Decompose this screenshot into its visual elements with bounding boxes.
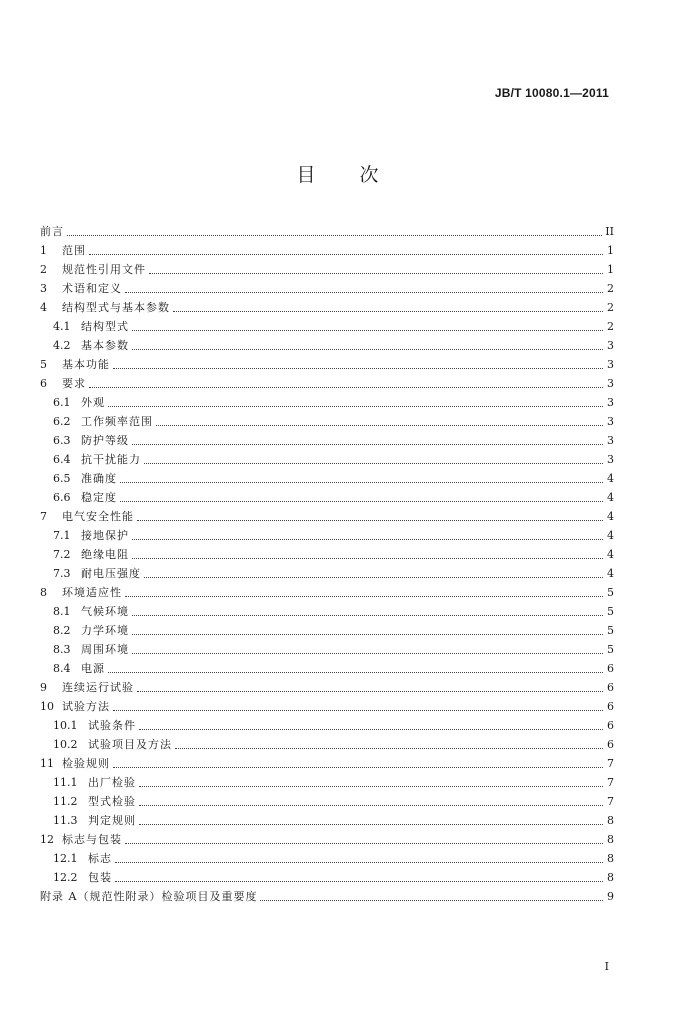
toc-entry-title: 工作频率范围 bbox=[81, 415, 153, 428]
toc-entry-page: 3 bbox=[607, 396, 614, 409]
toc-entry-number: 6 bbox=[40, 377, 47, 390]
dot-leader bbox=[132, 615, 603, 616]
toc-entry-title: 结构型式 bbox=[81, 320, 129, 333]
toc-entry[interactable] bbox=[40, 296, 614, 315]
toc-entry-number: 5 bbox=[40, 358, 47, 371]
toc-entry-title: 试验条件 bbox=[88, 719, 136, 732]
toc-entry-title: 连续运行试验 bbox=[62, 681, 134, 694]
dot-leader bbox=[113, 710, 603, 711]
toc-entry-page: 6 bbox=[607, 700, 614, 713]
toc-entry-title: 基本参数 bbox=[81, 339, 129, 352]
toc-entry-number: 4.2 bbox=[53, 339, 71, 352]
toc-entry-title: 力学环境 bbox=[81, 624, 129, 637]
toc-entry-title: 气候环境 bbox=[81, 605, 129, 618]
toc-entry[interactable] bbox=[40, 524, 614, 543]
dot-leader bbox=[132, 444, 603, 445]
toc-entry[interactable] bbox=[40, 847, 614, 866]
toc-entry-page: 4 bbox=[607, 529, 614, 542]
dot-leader bbox=[113, 368, 603, 369]
toc-entry-title: 接地保护 bbox=[81, 529, 129, 542]
toc-entry-number: 7.1 bbox=[53, 529, 71, 542]
toc-entry-page: 8 bbox=[607, 852, 614, 865]
dot-leader bbox=[125, 843, 603, 844]
toc-entry[interactable] bbox=[40, 600, 614, 619]
dot-leader bbox=[132, 634, 603, 635]
dot-leader bbox=[139, 805, 603, 806]
dot-leader bbox=[132, 558, 603, 559]
toc-entry[interactable] bbox=[40, 353, 614, 372]
dot-leader bbox=[120, 501, 603, 502]
toc-entry-title: 试验项目及方法 bbox=[88, 738, 172, 751]
dot-leader bbox=[113, 767, 603, 768]
toc-entry[interactable] bbox=[40, 277, 614, 296]
dot-leader bbox=[156, 425, 603, 426]
toc-entry-title: 范围 bbox=[62, 244, 86, 257]
toc-entry-page: 8 bbox=[607, 814, 614, 827]
toc-entry[interactable] bbox=[40, 391, 614, 410]
toc-entry[interactable] bbox=[40, 752, 614, 771]
toc-entry-title: 试验方法 bbox=[62, 700, 110, 713]
toc-entry-title: 结构型式与基本参数 bbox=[62, 301, 170, 314]
toc-entry-page: 8 bbox=[607, 833, 614, 846]
dot-leader bbox=[108, 406, 603, 407]
dot-leader bbox=[175, 748, 603, 749]
dot-leader bbox=[132, 349, 603, 350]
toc-entry[interactable] bbox=[40, 638, 614, 657]
toc-entry[interactable] bbox=[40, 467, 614, 486]
dot-leader bbox=[139, 729, 603, 730]
toc-entry-page: 4 bbox=[607, 567, 614, 580]
dot-leader bbox=[144, 577, 603, 578]
toc-entry[interactable] bbox=[40, 220, 614, 239]
dot-leader bbox=[149, 273, 603, 274]
toc-entry[interactable] bbox=[40, 657, 614, 676]
toc-entry-title: 要求 bbox=[62, 377, 86, 390]
toc-entry-page: 3 bbox=[607, 358, 614, 371]
toc-entry[interactable] bbox=[40, 619, 614, 638]
toc-entry[interactable] bbox=[40, 334, 614, 353]
toc-entry[interactable] bbox=[40, 771, 614, 790]
toc-entry-page: 6 bbox=[607, 719, 614, 732]
toc-entry-page: 4 bbox=[607, 472, 614, 485]
dot-leader bbox=[132, 653, 603, 654]
toc-entry-page: 6 bbox=[607, 681, 614, 694]
toc-entry[interactable] bbox=[40, 372, 614, 391]
toc-entry-title: 防护等级 bbox=[81, 434, 129, 447]
toc-entry-page: 3 bbox=[607, 377, 614, 390]
toc-entry-page: 5 bbox=[607, 624, 614, 637]
dot-leader bbox=[89, 387, 603, 388]
toc-entry-number: 6.5 bbox=[53, 472, 71, 485]
dot-leader bbox=[260, 900, 603, 901]
toc-entry-title: 出厂检验 bbox=[88, 776, 136, 789]
toc-entry[interactable] bbox=[40, 448, 614, 467]
toc-entry-number: 9 bbox=[40, 681, 47, 694]
toc-entry-number: 8.3 bbox=[53, 643, 71, 656]
toc-entry-page: 2 bbox=[607, 282, 614, 295]
toc-entry-title: 稳定度 bbox=[81, 491, 117, 504]
toc-entry-page: 4 bbox=[607, 510, 614, 523]
toc-entry-page: 1 bbox=[607, 244, 614, 257]
toc-entry-number: 6.3 bbox=[53, 434, 71, 447]
toc-entry-number: 7 bbox=[40, 510, 47, 523]
toc-entry-title: 外观 bbox=[81, 396, 105, 409]
toc-entry-number: 4.1 bbox=[53, 320, 71, 333]
dot-leader bbox=[144, 463, 603, 464]
toc-entry-page: 3 bbox=[607, 339, 614, 352]
standard-code: JB/T 10080.1—2011 bbox=[494, 86, 609, 100]
dot-leader bbox=[125, 596, 603, 597]
toc-entry[interactable] bbox=[40, 429, 614, 448]
toc-entry-title: 型式检验 bbox=[88, 795, 136, 808]
dot-leader bbox=[115, 862, 603, 863]
toc-entry[interactable] bbox=[40, 885, 614, 904]
toc-entry-number: 6.2 bbox=[53, 415, 71, 428]
toc-entry[interactable] bbox=[40, 714, 614, 733]
toc-entry-number: 11.3 bbox=[53, 814, 78, 827]
toc-entry-number: 1 bbox=[40, 244, 47, 257]
toc-entry-title: 标志 bbox=[88, 852, 112, 865]
toc-entry-page: 5 bbox=[607, 643, 614, 656]
toc-entry-title: 电源 bbox=[81, 662, 105, 675]
toc-entry[interactable] bbox=[40, 562, 614, 581]
dot-leader bbox=[115, 881, 603, 882]
toc-entry-page: 6 bbox=[607, 738, 614, 751]
toc-entry-title: 电气安全性能 bbox=[62, 510, 134, 523]
toc-entry-number: 8.4 bbox=[53, 662, 71, 675]
toc-entry-number: 12.2 bbox=[53, 871, 78, 884]
toc-entry[interactable] bbox=[40, 505, 614, 524]
toc-entry-title: 抗干扰能力 bbox=[81, 453, 141, 466]
toc-entry-number: 6.1 bbox=[53, 396, 71, 409]
toc-entry-page: 4 bbox=[607, 491, 614, 504]
toc-entry-number: 11.1 bbox=[53, 776, 78, 789]
dot-leader bbox=[139, 786, 603, 787]
toc-entry[interactable] bbox=[40, 828, 614, 847]
toc-title: 目 次 bbox=[296, 164, 379, 186]
toc-entry-title: 标志与包装 bbox=[62, 833, 122, 846]
toc-entry-title: 规范性引用文件 bbox=[62, 263, 146, 276]
toc-entry-page: 6 bbox=[607, 662, 614, 675]
toc-entry-title: 检验规则 bbox=[62, 757, 110, 770]
toc-entry-number: 8 bbox=[40, 586, 47, 599]
toc-entry-title: 术语和定义 bbox=[62, 282, 122, 295]
dot-leader bbox=[67, 235, 602, 236]
dot-leader bbox=[132, 330, 603, 331]
toc-entry-page: 8 bbox=[607, 871, 614, 884]
toc-entry-title: 基本功能 bbox=[62, 358, 110, 371]
dot-leader bbox=[125, 292, 603, 293]
toc-entry-number: 11.2 bbox=[53, 795, 78, 808]
toc-entry-number: 12 bbox=[40, 833, 54, 846]
toc-entry-page: II bbox=[605, 225, 614, 238]
toc-entry-title: 绝缘电阻 bbox=[81, 548, 129, 561]
toc-entry-page: 7 bbox=[607, 795, 614, 808]
toc-entry-page: 5 bbox=[607, 605, 614, 618]
toc-entry[interactable] bbox=[40, 790, 614, 809]
toc-entry-title: 前言 bbox=[40, 225, 64, 238]
toc-entry-number: 6.4 bbox=[53, 453, 71, 466]
toc-entry-number: 4 bbox=[40, 301, 47, 314]
dot-leader bbox=[89, 254, 603, 255]
toc-entry-number: 10.1 bbox=[53, 719, 78, 732]
toc-entry-number: 10 bbox=[40, 700, 54, 713]
toc-entry-number: 11 bbox=[40, 757, 54, 770]
toc-entry-page: 4 bbox=[607, 548, 614, 561]
toc-entry-title: 包装 bbox=[88, 871, 112, 884]
table-of-contents bbox=[40, 220, 614, 904]
toc-entry-page: 1 bbox=[607, 263, 614, 276]
toc-entry-number: 12.1 bbox=[53, 852, 78, 865]
toc-entry-title: 耐电压强度 bbox=[81, 567, 141, 580]
toc-entry[interactable] bbox=[40, 581, 614, 600]
toc-entry-page: 3 bbox=[607, 415, 614, 428]
toc-entry-page: 2 bbox=[607, 301, 614, 314]
toc-entry[interactable] bbox=[40, 809, 614, 828]
toc-entry[interactable] bbox=[40, 258, 614, 277]
dot-leader bbox=[137, 520, 603, 521]
toc-entry[interactable] bbox=[40, 315, 614, 334]
toc-entry-number: 6.6 bbox=[53, 491, 71, 504]
toc-entry-number: 7.2 bbox=[53, 548, 71, 561]
toc-entry-number: 8.1 bbox=[53, 605, 71, 618]
toc-entry-title: 环境适应性 bbox=[62, 586, 122, 599]
toc-entry-page: 2 bbox=[607, 320, 614, 333]
toc-entry-number: 7.3 bbox=[53, 567, 71, 580]
toc-entry-number: 8.2 bbox=[53, 624, 71, 637]
toc-entry-number: 3 bbox=[40, 282, 47, 295]
toc-entry-page: 9 bbox=[607, 890, 614, 903]
toc-entry-number: 10.2 bbox=[53, 738, 78, 751]
toc-entry-page: 7 bbox=[607, 757, 614, 770]
toc-entry-page: 3 bbox=[607, 453, 614, 466]
toc-entry-title: 附录 A（规范性附录）检验项目及重要度 bbox=[40, 890, 258, 903]
dot-leader bbox=[173, 311, 603, 312]
toc-entry-page: 3 bbox=[607, 434, 614, 447]
toc-entry-number: 2 bbox=[40, 263, 47, 276]
toc-entry-title: 准确度 bbox=[81, 472, 117, 485]
dot-leader bbox=[139, 824, 603, 825]
page-number: I bbox=[604, 960, 609, 973]
toc-entry-page: 7 bbox=[607, 776, 614, 789]
toc-entry-page: 5 bbox=[607, 586, 614, 599]
toc-entry[interactable] bbox=[40, 239, 614, 258]
toc-entry[interactable] bbox=[40, 543, 614, 562]
toc-entry[interactable] bbox=[40, 733, 614, 752]
dot-leader bbox=[137, 691, 603, 692]
dot-leader bbox=[120, 482, 603, 483]
toc-entry-title: 周围环境 bbox=[81, 643, 129, 656]
toc-entry[interactable] bbox=[40, 410, 614, 429]
dot-leader bbox=[132, 539, 603, 540]
dot-leader bbox=[108, 672, 603, 673]
toc-entry[interactable] bbox=[40, 695, 614, 714]
toc-entry[interactable] bbox=[40, 676, 614, 695]
toc-entry[interactable] bbox=[40, 866, 614, 885]
toc-entry-title: 判定规则 bbox=[88, 814, 136, 827]
toc-entry[interactable] bbox=[40, 486, 614, 505]
